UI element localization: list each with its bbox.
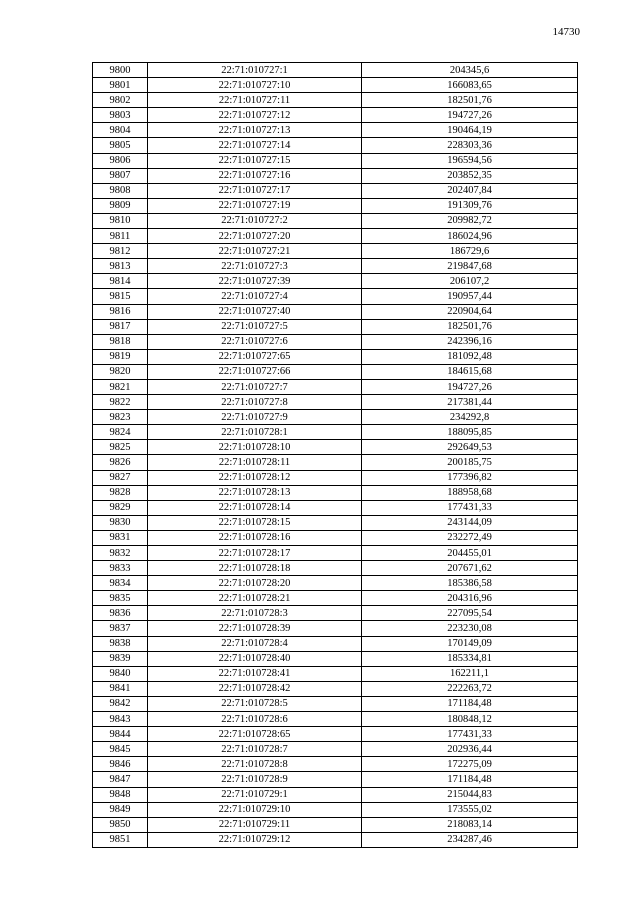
table-row <box>93 485 578 500</box>
table-body <box>93 63 578 848</box>
cadastral-value-cell: 177431,33 <box>362 727 578 742</box>
row-number-cell: 9850 <box>93 817 148 832</box>
row-number-cell: 9829 <box>93 500 148 515</box>
cadastral-value-cell: 171184,48 <box>362 696 578 711</box>
cadastral-value-cell: 223230,08 <box>362 621 578 636</box>
cadastral-number-cell: 22:71:010728:7 <box>148 742 362 757</box>
cadastral-number-cell: 22:71:010727:11 <box>148 93 362 108</box>
table-row <box>93 576 578 591</box>
cadastral-number-cell: 22:71:010727:40 <box>148 304 362 319</box>
table-row <box>93 63 578 78</box>
row-number-cell: 9804 <box>93 123 148 138</box>
cadastral-value-cell: 204455,01 <box>362 546 578 561</box>
cadastral-value-cell: 203852,35 <box>362 168 578 183</box>
row-number-cell: 9832 <box>93 546 148 561</box>
cadastral-value-cell: 243144,09 <box>362 515 578 530</box>
table-row <box>93 546 578 561</box>
cadastral-value-cell: 215044,83 <box>362 787 578 802</box>
cadastral-value-cell: 162211,1 <box>362 666 578 681</box>
table-row <box>93 666 578 681</box>
cadastral-value-cell: 234287,46 <box>362 832 578 847</box>
cadastral-number-cell: 22:71:010727:14 <box>148 138 362 153</box>
cadastral-value-cell: 196594,56 <box>362 153 578 168</box>
row-number-cell: 9847 <box>93 772 148 787</box>
table-row <box>93 530 578 545</box>
cadastral-value-cell: 194727,26 <box>362 379 578 394</box>
cadastral-number-cell: 22:71:010728:6 <box>148 712 362 727</box>
table-row <box>93 198 578 213</box>
cadastral-number-cell: 22:71:010728:8 <box>148 757 362 772</box>
table-row <box>93 470 578 485</box>
cadastral-number-cell: 22:71:010727:16 <box>148 168 362 183</box>
cadastral-value-cell: 181092,48 <box>362 349 578 364</box>
table-row <box>93 138 578 153</box>
row-number-cell: 9830 <box>93 515 148 530</box>
cadastral-number-cell: 22:71:010728:21 <box>148 591 362 606</box>
row-number-cell: 9849 <box>93 802 148 817</box>
row-number-cell: 9811 <box>93 229 148 244</box>
row-number-cell: 9814 <box>93 274 148 289</box>
table-row <box>93 425 578 440</box>
row-number-cell: 9828 <box>93 485 148 500</box>
table-row <box>93 772 578 787</box>
table-row <box>93 364 578 379</box>
row-number-cell: 9824 <box>93 425 148 440</box>
cadastral-number-cell: 22:71:010729:12 <box>148 832 362 847</box>
cadastral-number-cell: 22:71:010727:17 <box>148 183 362 198</box>
cadastral-value-cell: 209982,72 <box>362 213 578 228</box>
table-row <box>93 123 578 138</box>
cadastral-number-cell: 22:71:010728:65 <box>148 727 362 742</box>
cadastral-value-cell: 173555,02 <box>362 802 578 817</box>
cadastral-number-cell: 22:71:010728:16 <box>148 530 362 545</box>
row-number-cell: 9801 <box>93 78 148 93</box>
table-row <box>93 757 578 772</box>
table-row <box>93 742 578 757</box>
table-row <box>93 832 578 847</box>
row-number-cell: 9843 <box>93 712 148 727</box>
table-row <box>93 561 578 576</box>
table-row <box>93 606 578 621</box>
cadastral-number-cell: 22:71:010727:6 <box>148 334 362 349</box>
cadastral-value-cell: 186729,6 <box>362 244 578 259</box>
table-row <box>93 802 578 817</box>
cadastral-number-cell: 22:71:010727:1 <box>148 63 362 78</box>
cadastral-value-cell: 182501,76 <box>362 319 578 334</box>
row-number-cell: 9816 <box>93 304 148 319</box>
cadastral-value-cell: 228303,36 <box>362 138 578 153</box>
table-row <box>93 395 578 410</box>
cadastral-number-cell: 22:71:010728:3 <box>148 606 362 621</box>
cadastral-value-cell: 234292,8 <box>362 410 578 425</box>
cadastral-number-cell: 22:71:010728:13 <box>148 485 362 500</box>
row-number-cell: 9802 <box>93 93 148 108</box>
cadastral-number-cell: 22:71:010727:3 <box>148 259 362 274</box>
cadastral-value-cell: 220904,64 <box>362 304 578 319</box>
row-number-cell: 9823 <box>93 410 148 425</box>
row-number-cell: 9844 <box>93 727 148 742</box>
table-row <box>93 78 578 93</box>
row-number-cell: 9845 <box>93 742 148 757</box>
row-number-cell: 9812 <box>93 244 148 259</box>
page-number: 14730 <box>552 26 580 38</box>
cadastral-value-cell: 190464,19 <box>362 123 578 138</box>
cadastral-number-cell: 22:71:010729:1 <box>148 787 362 802</box>
cadastral-number-cell: 22:71:010728:10 <box>148 440 362 455</box>
cadastral-value-cell: 180848,12 <box>362 712 578 727</box>
cadastral-value-cell: 184615,68 <box>362 364 578 379</box>
cadastral-value-cell: 207671,62 <box>362 561 578 576</box>
row-number-cell: 9822 <box>93 395 148 410</box>
table-row <box>93 621 578 636</box>
cadastral-value-cell: 204345,6 <box>362 63 578 78</box>
table-row <box>93 244 578 259</box>
row-number-cell: 9803 <box>93 108 148 123</box>
cadastral-number-cell: 22:71:010727:5 <box>148 319 362 334</box>
table-row <box>93 168 578 183</box>
cadastral-value-cell: 185334,81 <box>362 651 578 666</box>
row-number-cell: 9836 <box>93 606 148 621</box>
row-number-cell: 9839 <box>93 651 148 666</box>
cadastral-number-cell: 22:71:010728:18 <box>148 561 362 576</box>
cadastral-number-cell: 22:71:010727:66 <box>148 364 362 379</box>
table-row <box>93 440 578 455</box>
cadastral-number-cell: 22:71:010728:4 <box>148 636 362 651</box>
cadastral-number-cell: 22:71:010727:19 <box>148 198 362 213</box>
table-row <box>93 455 578 470</box>
row-number-cell: 9818 <box>93 334 148 349</box>
cadastral-number-cell: 22:71:010728:1 <box>148 425 362 440</box>
cadastral-number-cell: 22:71:010727:7 <box>148 379 362 394</box>
cadastral-number-cell: 22:71:010728:17 <box>148 546 362 561</box>
table-row <box>93 727 578 742</box>
cadastral-value-cell: 200185,75 <box>362 455 578 470</box>
cadastral-number-cell: 22:71:010728:12 <box>148 470 362 485</box>
table-row <box>93 183 578 198</box>
cadastral-value-cell: 202936,44 <box>362 742 578 757</box>
cadastral-value-cell: 177431,33 <box>362 500 578 515</box>
table-row <box>93 153 578 168</box>
row-number-cell: 9838 <box>93 636 148 651</box>
row-number-cell: 9851 <box>93 832 148 847</box>
table-row <box>93 500 578 515</box>
table-row <box>93 108 578 123</box>
row-number-cell: 9846 <box>93 757 148 772</box>
table-row <box>93 319 578 334</box>
cadastral-value-cell: 206107,2 <box>362 274 578 289</box>
cadastral-value-cell: 170149,09 <box>362 636 578 651</box>
table-row <box>93 229 578 244</box>
row-number-cell: 9825 <box>93 440 148 455</box>
table-row <box>93 213 578 228</box>
cadastral-value-cell: 188958,68 <box>362 485 578 500</box>
cadastral-number-cell: 22:71:010727:65 <box>148 349 362 364</box>
cadastral-value-cell: 182501,76 <box>362 93 578 108</box>
table-row <box>93 817 578 832</box>
row-number-cell: 9810 <box>93 213 148 228</box>
cadastral-number-cell: 22:71:010727:8 <box>148 395 362 410</box>
row-number-cell: 9831 <box>93 530 148 545</box>
cadastral-value-cell: 242396,16 <box>362 334 578 349</box>
row-number-cell: 9815 <box>93 289 148 304</box>
cadastral-number-cell: 22:71:010728:39 <box>148 621 362 636</box>
cadastral-number-cell: 22:71:010727:2 <box>148 213 362 228</box>
cadastral-number-cell: 22:71:010728:40 <box>148 651 362 666</box>
table-row <box>93 93 578 108</box>
row-number-cell: 9813 <box>93 259 148 274</box>
cadastral-number-cell: 22:71:010729:10 <box>148 802 362 817</box>
table-row <box>93 787 578 802</box>
table-row <box>93 712 578 727</box>
table-row <box>93 304 578 319</box>
cadastral-number-cell: 22:71:010728:5 <box>148 696 362 711</box>
row-number-cell: 9817 <box>93 319 148 334</box>
row-number-cell: 9805 <box>93 138 148 153</box>
cadastral-number-cell: 22:71:010728:14 <box>148 500 362 515</box>
table-row <box>93 651 578 666</box>
cadastral-number-cell: 22:71:010727:12 <box>148 108 362 123</box>
cadastral-number-cell: 22:71:010727:20 <box>148 229 362 244</box>
cadastral-number-cell: 22:71:010729:11 <box>148 817 362 832</box>
row-number-cell: 9821 <box>93 379 148 394</box>
cadastral-number-cell: 22:71:010728:42 <box>148 681 362 696</box>
row-number-cell: 9835 <box>93 591 148 606</box>
row-number-cell: 9833 <box>93 561 148 576</box>
cadastral-number-cell: 22:71:010727:39 <box>148 274 362 289</box>
table-row <box>93 591 578 606</box>
row-number-cell: 9807 <box>93 168 148 183</box>
table-row <box>93 289 578 304</box>
cadastral-number-cell: 22:71:010728:15 <box>148 515 362 530</box>
table-row <box>93 410 578 425</box>
cadastral-number-cell: 22:71:010727:9 <box>148 410 362 425</box>
table-row <box>93 636 578 651</box>
row-number-cell: 9827 <box>93 470 148 485</box>
cadastral-value-cell: 185386,58 <box>362 576 578 591</box>
cadastral-number-cell: 22:71:010728:9 <box>148 772 362 787</box>
cadastral-number-cell: 22:71:010727:15 <box>148 153 362 168</box>
cadastral-value-cell: 186024,96 <box>362 229 578 244</box>
table-row <box>93 274 578 289</box>
cadastral-value-cell: 171184,48 <box>362 772 578 787</box>
cadastral-value-cell: 292649,53 <box>362 440 578 455</box>
cadastral-value-cell: 191309,76 <box>362 198 578 213</box>
table-row <box>93 334 578 349</box>
row-number-cell: 9842 <box>93 696 148 711</box>
cadastral-value-cell: 166083,65 <box>362 78 578 93</box>
row-number-cell: 9834 <box>93 576 148 591</box>
cadastral-value-cell: 172275,09 <box>362 757 578 772</box>
row-number-cell: 9837 <box>93 621 148 636</box>
cadastral-number-cell: 22:71:010728:41 <box>148 666 362 681</box>
row-number-cell: 9819 <box>93 349 148 364</box>
table-row <box>93 696 578 711</box>
row-number-cell: 9809 <box>93 198 148 213</box>
row-number-cell: 9808 <box>93 183 148 198</box>
cadastral-number-cell: 22:71:010727:21 <box>148 244 362 259</box>
row-number-cell: 9840 <box>93 666 148 681</box>
row-number-cell: 9841 <box>93 681 148 696</box>
row-number-cell: 9800 <box>93 63 148 78</box>
row-number-cell: 9848 <box>93 787 148 802</box>
row-number-cell: 9806 <box>93 153 148 168</box>
cadastral-value-cell: 202407,84 <box>362 183 578 198</box>
cadastral-value-cell: 232272,49 <box>362 530 578 545</box>
cadastral-value-cell: 219847,68 <box>362 259 578 274</box>
row-number-cell: 9820 <box>93 364 148 379</box>
cadastral-value-table <box>92 62 578 848</box>
cadastral-value-cell: 222263,72 <box>362 681 578 696</box>
cadastral-value-cell: 218083,14 <box>362 817 578 832</box>
cadastral-value-cell: 177396,82 <box>362 470 578 485</box>
cadastral-number-cell: 22:71:010728:20 <box>148 576 362 591</box>
row-number-cell: 9826 <box>93 455 148 470</box>
cadastral-value-cell: 188095,85 <box>362 425 578 440</box>
cadastral-value-cell: 227095,54 <box>362 606 578 621</box>
cadastral-number-cell: 22:71:010727:10 <box>148 78 362 93</box>
cadastral-number-cell: 22:71:010727:4 <box>148 289 362 304</box>
cadastral-value-cell: 194727,26 <box>362 108 578 123</box>
table-row <box>93 681 578 696</box>
cadastral-value-cell: 190957,44 <box>362 289 578 304</box>
cadastral-number-cell: 22:71:010727:13 <box>148 123 362 138</box>
cadastral-value-cell: 204316,96 <box>362 591 578 606</box>
table-row <box>93 379 578 394</box>
table-row <box>93 259 578 274</box>
cadastral-number-cell: 22:71:010728:11 <box>148 455 362 470</box>
table-row <box>93 349 578 364</box>
table-row <box>93 515 578 530</box>
cadastral-value-cell: 217381,44 <box>362 395 578 410</box>
